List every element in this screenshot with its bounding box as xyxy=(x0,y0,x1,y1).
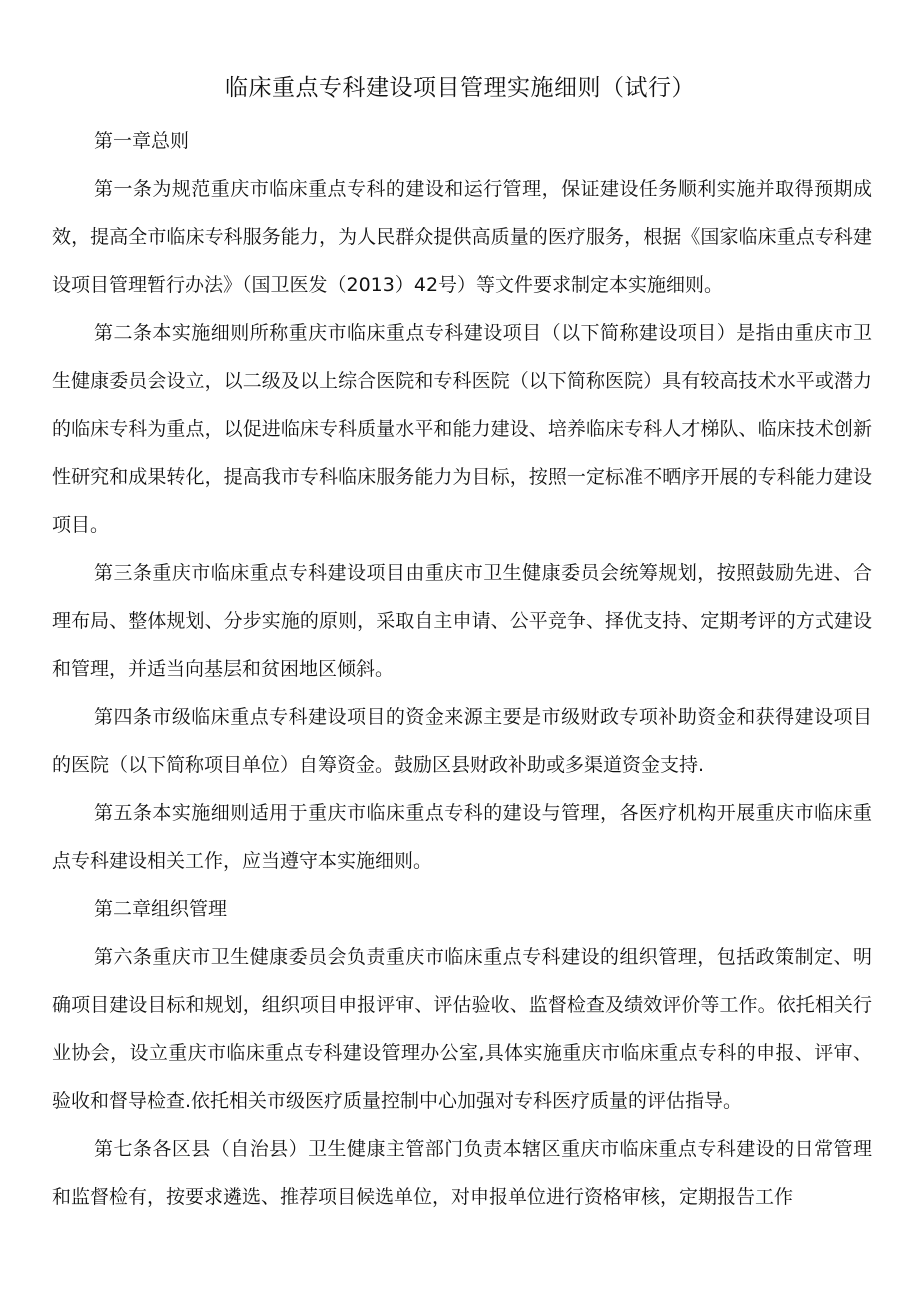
article-paragraph: 第三条重庆市临床重点专科建设项目由重庆市卫生健康委员会统筹规划，按照鼓励先进、合理布局、整体规划、分步实施的原则，采取自主申请、公平竞争、择优支持、定期考评的方式建设和管理，并适当向基层和贫困地区倾斜。 xyxy=(52,562,872,680)
article-paragraph: 第五条本实施细则适用于重庆市临床重点专科的建设与管理，各医疗机构开展重庆市临床重点专科建设相关工作，应当遵守本实施细则。 xyxy=(52,802,872,872)
article-paragraph: 第六条重庆市卫生健康委员会负责重庆市临床重点专科建设的组织管理，包括政策制定、明确项目建设目标和规划，组织项目申报评审、评估验收、监督检查及绩效评价等工作。依托相关行业协会，设立重庆市临床重点专科建设管理办公室,具体实施重庆市临床重点专科的申报、评审、验收和督导检查.依托相关市级医疗质量控制中心加强对专科医疗质量的评估指导。 xyxy=(52,946,872,1112)
article-paragraph: 第二条本实施细则所称重庆市临床重点专科建设项目（以下简称建设项目）是指由重庆市卫生健康委员会设立，以二级及以上综合医院和专科医院（以下简称医院）具有较高技术水平或潜力的临床专科为重点，以促进临床专科质量水平和能力建设、培养临床专科人才梯队、临床技术创新性研究和成果转化，提高我市专科临床服务能力为目标，按照一定标准不晒序开展的专科能力建设项目。 xyxy=(52,322,872,536)
chapter-heading: 第二章组织管理 xyxy=(94,898,228,920)
document-body xyxy=(52,117,872,1221)
document-title: 临床重点专科建设项目管理实施细则（试行） xyxy=(225,75,695,101)
chapter-heading: 第一章总则 xyxy=(94,130,190,152)
article-paragraph: 第一条为规范重庆市临床重点专科的建设和运行管理，保证建设任务顺利实施并取得预期成效，提高全市临床专科服务能力，为人民群众提供高质量的医疗服务，根据《国家临床重点专科建设项目管理暂行办法》（国卫医发（2013）42号）等文件要求制定本实施细则。 xyxy=(52,178,872,296)
article-paragraph: 第七条各区县（自治县）卫生健康主管部门负责本辖区重庆市临床重点专科建设的日常管理和监督检有，按要求遴选、推荐项目候选单位，对申报单位进行资格审核，定期报告工作 xyxy=(52,1138,872,1208)
article-paragraph: 第四条市级临床重点专科建设项目的资金来源主要是市级财政专项补助资金和获得建设项目的医院（以下简称项目单位）自筹资金。鼓励区县财政补助或多渠道资金支持. xyxy=(52,706,872,776)
